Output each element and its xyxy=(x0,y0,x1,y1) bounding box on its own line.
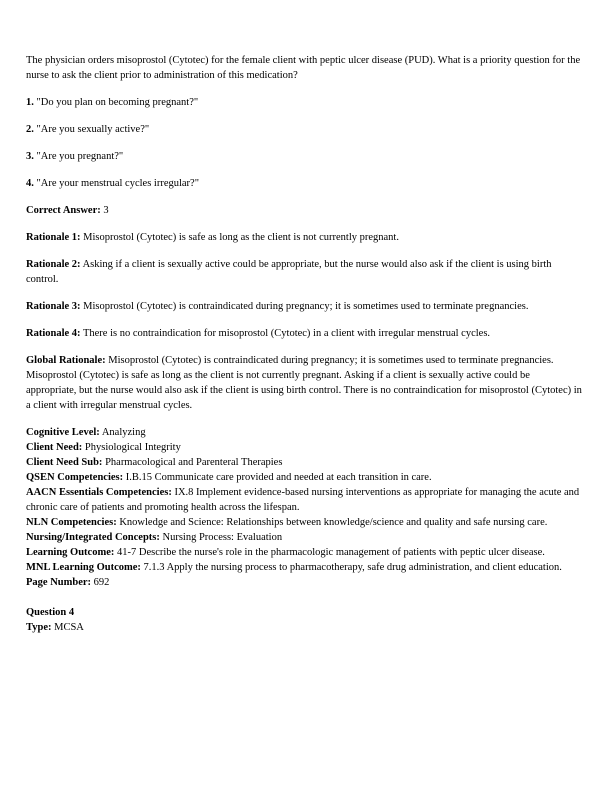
option-1-text: "Do you plan on becoming pregnant?" xyxy=(36,97,199,108)
meta-page-number xyxy=(26,575,582,590)
rationale-1 xyxy=(26,230,582,245)
meta-cognitive-level-value: Analyzing xyxy=(101,427,146,438)
rationale-4-label: Rationale 4: xyxy=(26,328,81,339)
meta-nursing-integrated-concepts xyxy=(26,530,582,545)
rationale-1-text: Misoprostol (Cytotec) is safe as long as the client is not currently pregnant. xyxy=(83,232,399,243)
meta-qsen-competencies-value: I.B.15 Communicate care provided and needed at each transition in care. xyxy=(125,472,432,483)
question-stem: The physician orders misoprostol (Cytotec) for the female client with peptic ulcer disease (PUD). What is a priority question for the nurse to ask the client prior to administration of this medication? xyxy=(26,55,581,81)
meta-nln-competencies-value: Knowledge and Science: Relationships between knowledge/science and quality and safe nursing care. xyxy=(119,517,548,528)
global-rationale-text: Misoprostol (Cytotec) is contraindicated during pregnancy; it is sometimes used to terminate pregnancies. Misoprostol (Cytotec) is safe as long as the client is not currently pregnant. Asking if a client is sexually active could be appropriate, but the nurse would also ask if the client is using birth control. There is no contraindication for misoprostol (Cytotec) in a client with irregular menstrual cycles. xyxy=(26,355,582,411)
meta-mnl-learning-outcome-value: 7.1.3 Apply the nursing process to pharmacotherapy, safe drug administration, and client education. xyxy=(143,562,562,573)
next-question-type xyxy=(26,620,582,635)
next-question-header xyxy=(26,605,582,635)
meta-page-number-value: 692 xyxy=(93,577,110,588)
rationale-2 xyxy=(26,257,582,287)
meta-client-need-sub xyxy=(26,455,582,470)
option-1-number: 1. xyxy=(26,97,34,108)
option-2-number: 2. xyxy=(26,124,34,135)
correct-answer-label: Correct Answer: xyxy=(26,205,101,216)
meta-nursing-integrated-concepts-value: Nursing Process: Evaluation xyxy=(162,532,283,543)
meta-nursing-integrated-concepts-label: Nursing/Integrated Concepts: xyxy=(26,532,160,543)
meta-client-need-value: Physiological Integrity xyxy=(84,442,181,453)
answer-option-3 xyxy=(26,149,582,164)
rationale-3-label: Rationale 3: xyxy=(26,301,81,312)
next-question-title: Question 4 xyxy=(26,607,75,618)
rationale-4-text: There is no contraindication for misoprostol (Cytotec) in a client with irregular menstrual cycles. xyxy=(82,328,491,339)
meta-client-need xyxy=(26,440,582,455)
rationale-2-label: Rationale 2: xyxy=(26,259,81,270)
rationale-2-text: Asking if a client is sexually active could be appropriate, but the nurse would also ask if the client is using birth control. xyxy=(26,259,552,285)
option-4-text: "Are your menstrual cycles irregular?" xyxy=(36,178,200,189)
meta-cognitive-level xyxy=(26,425,582,440)
meta-aacn-competencies-value: IX.8 Implement evidence-based nursing interventions as appropriate for managing the acute and chronic care of patients and promoting health across the lifespan. xyxy=(26,487,580,513)
meta-page-number-label: Page Number: xyxy=(26,577,92,588)
meta-learning-outcome-label: Learning Outcome: xyxy=(26,547,115,558)
meta-client-need-sub-value: Pharmacological and Parenteral Therapies xyxy=(105,457,283,468)
correct-answer xyxy=(26,203,582,218)
meta-learning-outcome xyxy=(26,545,582,560)
answer-option-2 xyxy=(26,122,582,137)
rationale-3 xyxy=(26,299,582,314)
meta-client-need-sub-label: Client Need Sub: xyxy=(26,457,103,468)
next-question-type-value: MCSA xyxy=(54,622,84,633)
meta-client-need-label: Client Need: xyxy=(26,442,83,453)
meta-mnl-learning-outcome xyxy=(26,560,582,575)
meta-nln-competencies xyxy=(26,515,582,530)
next-question-type-label: Type: xyxy=(26,622,52,633)
correct-answer-value: 3 xyxy=(103,205,109,216)
rationale-1-label: Rationale 1: xyxy=(26,232,81,243)
global-rationale xyxy=(26,353,582,413)
option-2-text: "Are you sexually active?" xyxy=(36,124,150,135)
meta-qsen-competencies xyxy=(26,470,582,485)
meta-aacn-competencies-label: AACN Essentials Competencies: xyxy=(26,487,172,498)
answer-option-1 xyxy=(26,95,582,110)
rationale-4 xyxy=(26,326,582,341)
meta-nln-competencies-label: NLN Competencies: xyxy=(26,517,117,528)
metadata-block xyxy=(26,425,582,590)
meta-mnl-learning-outcome-label: MNL Learning Outcome: xyxy=(26,562,141,573)
meta-qsen-competencies-label: QSEN Competencies: xyxy=(26,472,124,483)
answer-option-4 xyxy=(26,176,582,191)
rationale-3-text: Misoprostol (Cytotec) is contraindicated during pregnancy; it is sometimes used to terminate pregnancies. xyxy=(83,301,529,312)
meta-cognitive-level-label: Cognitive Level: xyxy=(26,427,100,438)
option-3-text: "Are you pregnant?" xyxy=(36,151,124,162)
meta-learning-outcome-value: 41-7 Describe the nurse's role in the pharmacologic management of patients with peptic ulcer disease. xyxy=(117,547,545,558)
meta-aacn-competencies xyxy=(26,485,582,515)
page-content xyxy=(26,53,582,635)
option-4-number: 4. xyxy=(26,178,34,189)
global-rationale-label: Global Rationale: xyxy=(26,355,106,366)
option-3-number: 3. xyxy=(26,151,34,162)
